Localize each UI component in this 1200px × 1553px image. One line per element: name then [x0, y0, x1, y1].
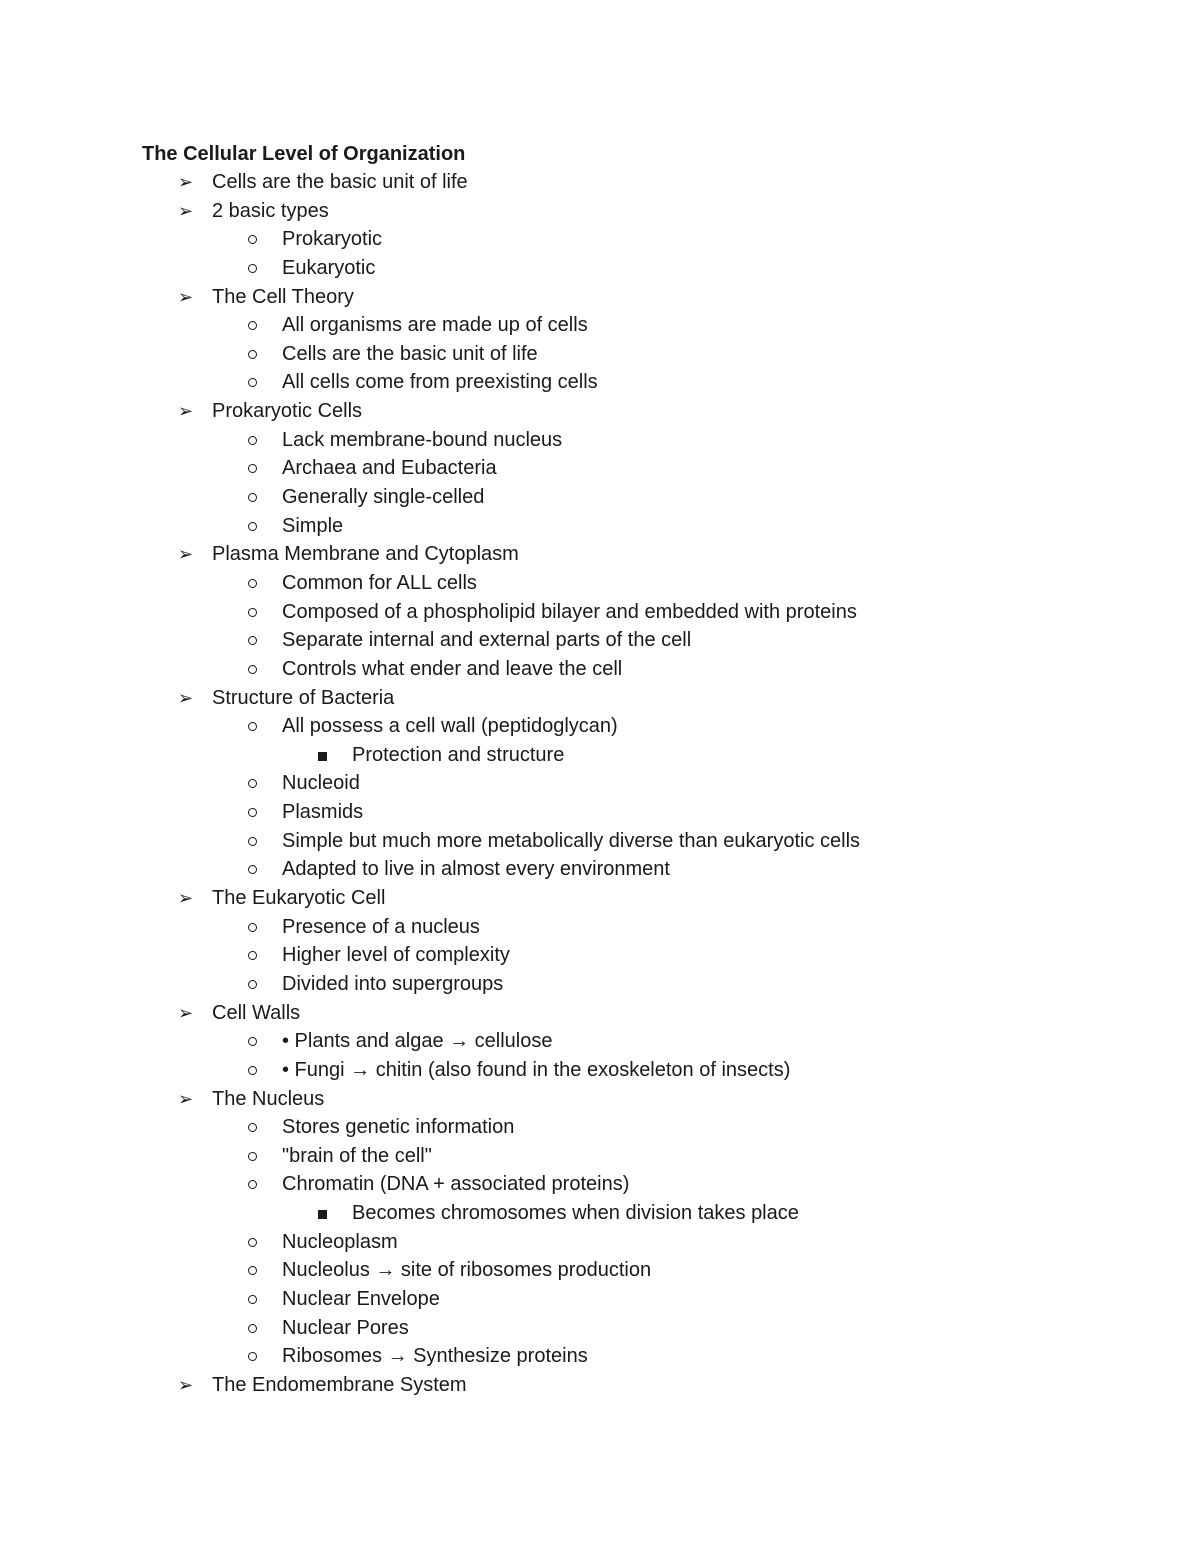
- list-item-text: All possess a cell wall (peptidoglycan): [282, 715, 618, 738]
- list-item-text: Nucleoid: [282, 772, 360, 795]
- list-item: [0, 913, 1200, 942]
- list-item: [0, 311, 1200, 340]
- list-item: [0, 884, 1200, 913]
- list-item: [0, 540, 1200, 569]
- list-item: [0, 1085, 1200, 1114]
- list-item: [0, 626, 1200, 655]
- filled-square-bullet-icon: [318, 1210, 327, 1219]
- list-item-text: The Eukaryotic Cell: [212, 887, 386, 910]
- list-item-text: • Fungi → chitin (also found in the exoskeleton of insects): [282, 1058, 791, 1081]
- list-item-text: Protection and structure: [352, 743, 565, 766]
- list-item: [0, 197, 1200, 226]
- list-item-text: Higher level of complexity: [282, 944, 510, 967]
- hollow-circle-bullet-icon: [248, 1238, 257, 1247]
- list-item-text: Adapted to live in almost every environment: [282, 858, 670, 881]
- hollow-circle-bullet-icon: [248, 980, 257, 989]
- list-item: [0, 254, 1200, 283]
- list-item: [0, 1371, 1200, 1400]
- list-item: [0, 1027, 1200, 1056]
- list-item: [0, 827, 1200, 856]
- list-item: [0, 368, 1200, 397]
- list-item: [0, 1199, 1200, 1228]
- list-item: [0, 941, 1200, 970]
- list-item: [0, 798, 1200, 827]
- arrowhead-bullet-icon: ➢: [178, 286, 194, 307]
- hollow-circle-bullet-icon: [248, 522, 257, 531]
- hollow-circle-bullet-icon: [248, 1324, 257, 1333]
- list-item: [0, 397, 1200, 426]
- list-item: [0, 454, 1200, 483]
- hollow-circle-bullet-icon: [248, 493, 257, 502]
- list-item: [0, 168, 1200, 197]
- list-item-text: Divided into supergroups: [282, 972, 504, 995]
- list-item: [0, 1113, 1200, 1142]
- hollow-circle-bullet-icon: [248, 264, 257, 273]
- list-item-text: Cells are the basic unit of life: [282, 342, 538, 365]
- list-item: [0, 1056, 1200, 1085]
- list-item-text: Ribosomes → Synthesize proteins: [282, 1345, 588, 1368]
- list-item-text: Nuclear Envelope: [282, 1287, 440, 1310]
- hollow-circle-bullet-icon: [248, 1295, 257, 1304]
- hollow-circle-bullet-icon: [248, 636, 257, 645]
- hollow-circle-bullet-icon: [248, 1152, 257, 1161]
- hollow-circle-bullet-icon: [248, 235, 257, 244]
- list-item: [0, 1142, 1200, 1171]
- list-item-text: Common for ALL cells: [282, 571, 477, 594]
- list-item: [0, 970, 1200, 999]
- hollow-circle-bullet-icon: [248, 350, 257, 359]
- hollow-circle-bullet-icon: [248, 722, 257, 731]
- hollow-circle-bullet-icon: [248, 865, 257, 874]
- list-item: [0, 1285, 1200, 1314]
- list-item: [0, 999, 1200, 1028]
- hollow-circle-bullet-icon: [248, 608, 257, 617]
- list-item-text: Cells are the basic unit of life: [212, 171, 468, 193]
- list-item-text: Prokaryotic Cells: [212, 400, 363, 423]
- list-item-text: 2 basic types: [212, 199, 329, 222]
- hollow-circle-bullet-icon: [248, 1266, 257, 1275]
- list-item-text: Simple but much more metabolically diverse than eukaryotic cells: [282, 829, 861, 852]
- hollow-circle-bullet-icon: [248, 1037, 257, 1046]
- list-item-text: The Cell Theory: [212, 285, 354, 308]
- list-item-text: Nucleolus → site of ribosomes production: [282, 1259, 652, 1282]
- list-item-text: Nuclear Pores: [282, 1316, 409, 1339]
- list-item: [0, 483, 1200, 512]
- list-item-text: Stores genetic information: [282, 1116, 515, 1139]
- list-item: [0, 340, 1200, 369]
- list-item-text: Presence of a nucleus: [282, 915, 480, 938]
- list-item-text: All cells come from preexisting cells: [282, 371, 598, 394]
- list-item-text: Nucleoplasm: [282, 1230, 398, 1253]
- list-item: [0, 741, 1200, 770]
- list-item-text: All organisms are made up of cells: [282, 314, 588, 337]
- list-item: [0, 1342, 1200, 1371]
- hollow-circle-bullet-icon: [248, 665, 257, 674]
- hollow-circle-bullet-icon: [248, 579, 257, 588]
- hollow-circle-bullet-icon: [248, 951, 257, 960]
- list-item-text: Plasmids: [282, 801, 364, 824]
- list-item-text: Generally single-celled: [282, 486, 485, 509]
- list-item-text: Structure of Bacteria: [212, 686, 395, 709]
- list-item-text: Plasma Membrane and Cytoplasm: [212, 543, 519, 566]
- arrowhead-bullet-icon: ➢: [178, 1002, 194, 1023]
- hollow-circle-bullet-icon: [248, 1066, 257, 1075]
- hollow-circle-bullet-icon: [248, 436, 257, 445]
- list-item: [0, 598, 1200, 627]
- hollow-circle-bullet-icon: [248, 779, 257, 788]
- page-title: The Cellular Level of Organization: [142, 143, 466, 165]
- list-item: [0, 1256, 1200, 1285]
- list-item: [0, 225, 1200, 254]
- filled-square-bullet-icon: [318, 752, 327, 761]
- arrowhead-bullet-icon: ➢: [178, 687, 194, 708]
- list-item-text: Chromatin (DNA + associated proteins): [282, 1173, 630, 1196]
- list-item: [0, 1314, 1200, 1343]
- outline-list: [0, 168, 1200, 1400]
- list-item: [0, 426, 1200, 455]
- hollow-circle-bullet-icon: [248, 923, 257, 932]
- hollow-circle-bullet-icon: [248, 464, 257, 473]
- hollow-circle-bullet-icon: [248, 837, 257, 846]
- hollow-circle-bullet-icon: [248, 1352, 257, 1361]
- hollow-circle-bullet-icon: [248, 808, 257, 817]
- list-item-text: Separate internal and external parts of the cell: [282, 629, 692, 652]
- list-item-text: Cell Walls: [212, 1001, 301, 1024]
- arrowhead-bullet-icon: ➢: [178, 401, 194, 422]
- list-item-text: Becomes chromosomes when division takes place: [352, 1202, 799, 1225]
- list-item: [0, 712, 1200, 741]
- arrowhead-bullet-icon: ➢: [178, 1088, 194, 1109]
- arrowhead-bullet-icon: ➢: [178, 544, 194, 565]
- hollow-circle-bullet-icon: [248, 378, 257, 387]
- list-item-text: The Nucleus: [212, 1087, 325, 1110]
- list-item-text: Controls what ender and leave the cell: [282, 657, 623, 680]
- hollow-circle-bullet-icon: [248, 1123, 257, 1132]
- list-item: [0, 855, 1200, 884]
- list-item: [0, 283, 1200, 312]
- list-item-text: Eukaryotic: [282, 256, 376, 279]
- list-item-text: Prokaryotic: [282, 228, 383, 251]
- list-item: [0, 512, 1200, 541]
- list-item: [0, 1170, 1200, 1199]
- arrowhead-bullet-icon: ➢: [178, 1374, 194, 1395]
- list-item: [0, 655, 1200, 684]
- list-item-text: "brain of the cell": [282, 1144, 432, 1167]
- arrowhead-bullet-icon: ➢: [178, 888, 194, 909]
- list-item-text: Simple: [282, 514, 344, 537]
- list-item: [0, 684, 1200, 713]
- list-item-text: Composed of a phospholipid bilayer and embedded with proteins: [282, 600, 857, 623]
- list-item-text: Lack membrane-bound nucleus: [282, 428, 563, 451]
- list-item: [0, 569, 1200, 598]
- list-item-text: • Plants and algae → cellulose: [282, 1030, 553, 1053]
- list-item: [0, 1228, 1200, 1257]
- arrowhead-bullet-icon: ➢: [178, 172, 194, 192]
- arrowhead-bullet-icon: ➢: [178, 200, 194, 221]
- list-item-text: Archaea and Eubacteria: [282, 457, 497, 480]
- list-item-text: The Endomembrane System: [212, 1373, 467, 1396]
- hollow-circle-bullet-icon: [248, 321, 257, 330]
- list-item: [0, 769, 1200, 798]
- hollow-circle-bullet-icon: [248, 1180, 257, 1189]
